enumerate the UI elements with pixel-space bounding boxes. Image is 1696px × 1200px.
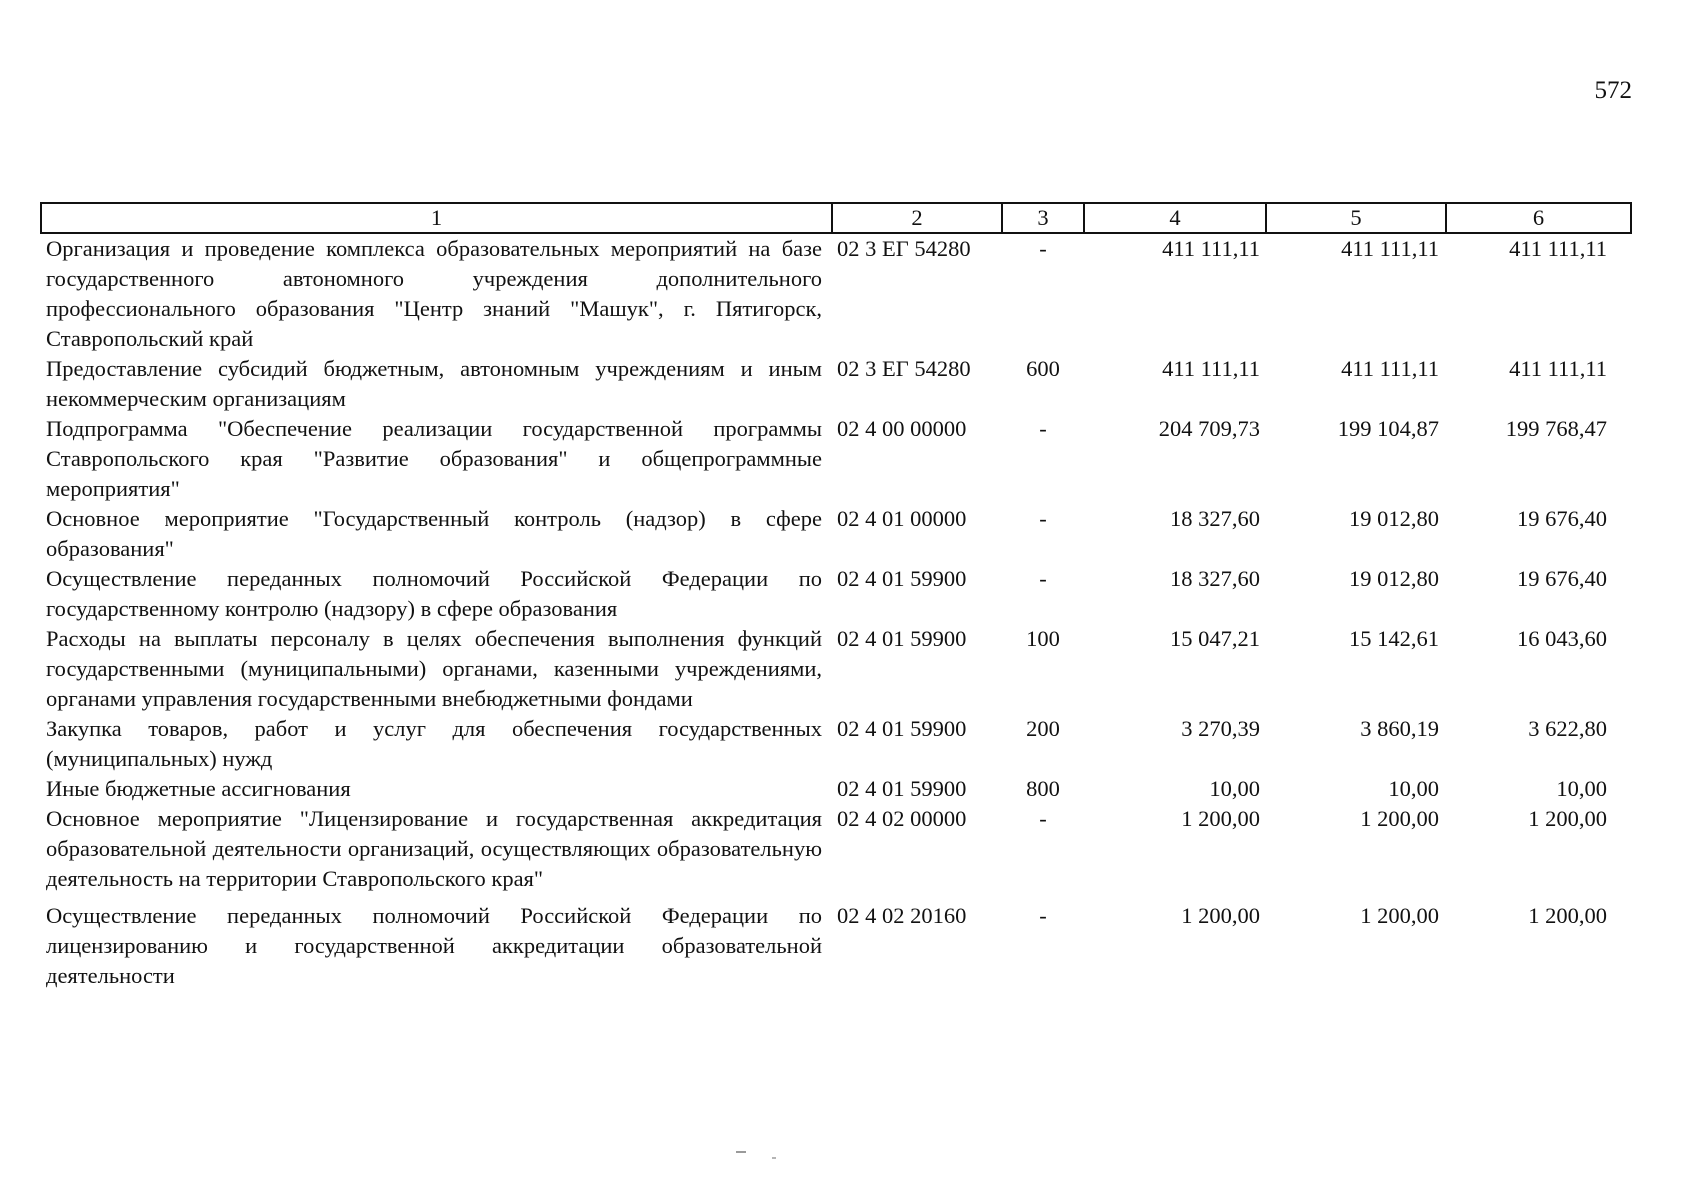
row-code: 02 4 01 59900 bbox=[837, 626, 967, 651]
row-code: 02 4 01 59900 bbox=[837, 566, 967, 591]
row-value-6: 199 768,47 bbox=[1505, 416, 1607, 441]
row-type: - bbox=[1039, 566, 1047, 591]
row-code: 02 4 02 20160 bbox=[837, 903, 967, 928]
row-code: 02 4 00 00000 bbox=[837, 416, 967, 441]
header-col-5: 5 bbox=[1266, 203, 1446, 233]
row-value-5: 19 012,80 bbox=[1349, 506, 1439, 531]
table-header bbox=[41, 203, 1631, 233]
table-row bbox=[41, 894, 1631, 991]
scan-mark bbox=[772, 1157, 776, 1159]
table-body bbox=[41, 233, 1631, 991]
row-type: 100 bbox=[1026, 626, 1060, 651]
row-value-5: 1 200,00 bbox=[1360, 903, 1439, 928]
row-type: - bbox=[1039, 506, 1047, 531]
budget-table bbox=[40, 202, 1632, 991]
row-name: Организация и проведение комплекса образовательных мероприятий на базе государственного автономного учреждения дополнительного профессионального образования "Центр знаний "Машук", г. Пятигорск, Ставропольский край bbox=[46, 236, 822, 351]
row-value-4: 18 327,60 bbox=[1170, 506, 1260, 531]
table-row bbox=[41, 414, 1631, 504]
row-value-6: 19 676,40 bbox=[1517, 506, 1607, 531]
row-value-6: 3 622,80 bbox=[1528, 716, 1607, 741]
row-value-4: 1 200,00 bbox=[1181, 903, 1260, 928]
row-value-5: 10,00 bbox=[1388, 776, 1439, 801]
row-value-4: 18 327,60 bbox=[1170, 566, 1260, 591]
row-value-6: 10,00 bbox=[1556, 776, 1607, 801]
row-value-4: 1 200,00 bbox=[1181, 806, 1260, 831]
row-code: 02 4 01 00000 bbox=[837, 506, 967, 531]
row-value-6: 1 200,00 bbox=[1528, 806, 1607, 831]
row-type: - bbox=[1039, 416, 1047, 441]
row-type: - bbox=[1039, 903, 1047, 928]
table-row bbox=[41, 504, 1631, 564]
table-row bbox=[41, 564, 1631, 624]
header-row bbox=[41, 203, 1631, 233]
row-value-4: 204 709,73 bbox=[1158, 416, 1260, 441]
table-row bbox=[41, 774, 1631, 804]
header-col-2: 2 bbox=[832, 203, 1002, 233]
row-code: 02 4 01 59900 bbox=[837, 716, 967, 741]
row-name: Расходы на выплаты персоналу в целях обеспечения выполнения функций государственными (муниципальными) органами, казенными учреждениями, органами управления государственными внебюджетными фондами bbox=[46, 626, 822, 711]
row-value-6: 19 676,40 bbox=[1517, 566, 1607, 591]
row-type: 600 bbox=[1026, 356, 1060, 381]
row-value-6: 16 043,60 bbox=[1517, 626, 1607, 651]
row-name: Осуществление переданных полномочий Российской Федерации по государственному контролю (надзору) в сфере образования bbox=[46, 566, 822, 621]
table-row bbox=[41, 714, 1631, 774]
row-value-6: 1 200,00 bbox=[1528, 903, 1607, 928]
row-name: Осуществление переданных полномочий Российской Федерации по лицензированию и государственной аккредитации образовательной деятельности bbox=[46, 903, 822, 988]
row-value-5: 411 111,11 bbox=[1341, 236, 1439, 261]
row-type: 800 bbox=[1026, 776, 1060, 801]
header-col-1: 1 bbox=[41, 203, 832, 233]
row-name: Закупка товаров, работ и услуг для обеспечения государственных (муниципальных) нужд bbox=[46, 716, 822, 771]
header-col-3: 3 bbox=[1002, 203, 1084, 233]
row-value-5: 199 104,87 bbox=[1337, 416, 1439, 441]
row-value-5: 3 860,19 bbox=[1360, 716, 1439, 741]
row-name: Основное мероприятие "Лицензирование и государственная аккредитация образовательной деятельности организаций, осуществляющих образовательную деятельность на территории Ставропольского края" bbox=[46, 806, 822, 891]
row-type: - bbox=[1039, 806, 1047, 831]
row-value-4: 3 270,39 bbox=[1181, 716, 1260, 741]
row-type: - bbox=[1039, 236, 1047, 261]
row-value-4: 10,00 bbox=[1209, 776, 1260, 801]
row-type: 200 bbox=[1026, 716, 1060, 741]
row-code: 02 3 ЕГ 54280 bbox=[837, 236, 971, 261]
row-value-5: 15 142,61 bbox=[1349, 626, 1439, 651]
row-name: Подпрограмма "Обеспечение реализации государственной программы Ставропольского края "Развитие образования" и общепрограммные мероприятия" bbox=[46, 416, 822, 501]
table-row bbox=[41, 624, 1631, 714]
header-col-4: 4 bbox=[1084, 203, 1266, 233]
row-code: 02 3 ЕГ 54280 bbox=[837, 356, 971, 381]
row-name: Иные бюджетные ассигнования bbox=[46, 776, 351, 801]
row-value-6: 411 111,11 bbox=[1509, 236, 1607, 261]
row-code: 02 4 02 00000 bbox=[837, 806, 967, 831]
row-value-5: 411 111,11 bbox=[1341, 356, 1439, 381]
table-row bbox=[41, 233, 1631, 354]
header-col-6: 6 bbox=[1446, 203, 1631, 233]
row-value-4: 15 047,21 bbox=[1170, 626, 1260, 651]
table-row bbox=[41, 804, 1631, 894]
row-name: Основное мероприятие "Государственный контроль (надзор) в сфере образования" bbox=[46, 506, 822, 561]
row-name: Предоставление субсидий бюджетным, автономным учреждениям и иным некоммерческим организациям bbox=[46, 356, 822, 411]
row-value-4: 411 111,11 bbox=[1162, 236, 1260, 261]
row-value-5: 19 012,80 bbox=[1349, 566, 1439, 591]
row-value-4: 411 111,11 bbox=[1162, 356, 1260, 381]
page-number: 572 bbox=[1594, 77, 1632, 104]
table-row bbox=[41, 354, 1631, 414]
scan-mark bbox=[736, 1151, 746, 1153]
row-value-5: 1 200,00 bbox=[1360, 806, 1439, 831]
row-value-6: 411 111,11 bbox=[1509, 356, 1607, 381]
row-code: 02 4 01 59900 bbox=[837, 776, 967, 801]
